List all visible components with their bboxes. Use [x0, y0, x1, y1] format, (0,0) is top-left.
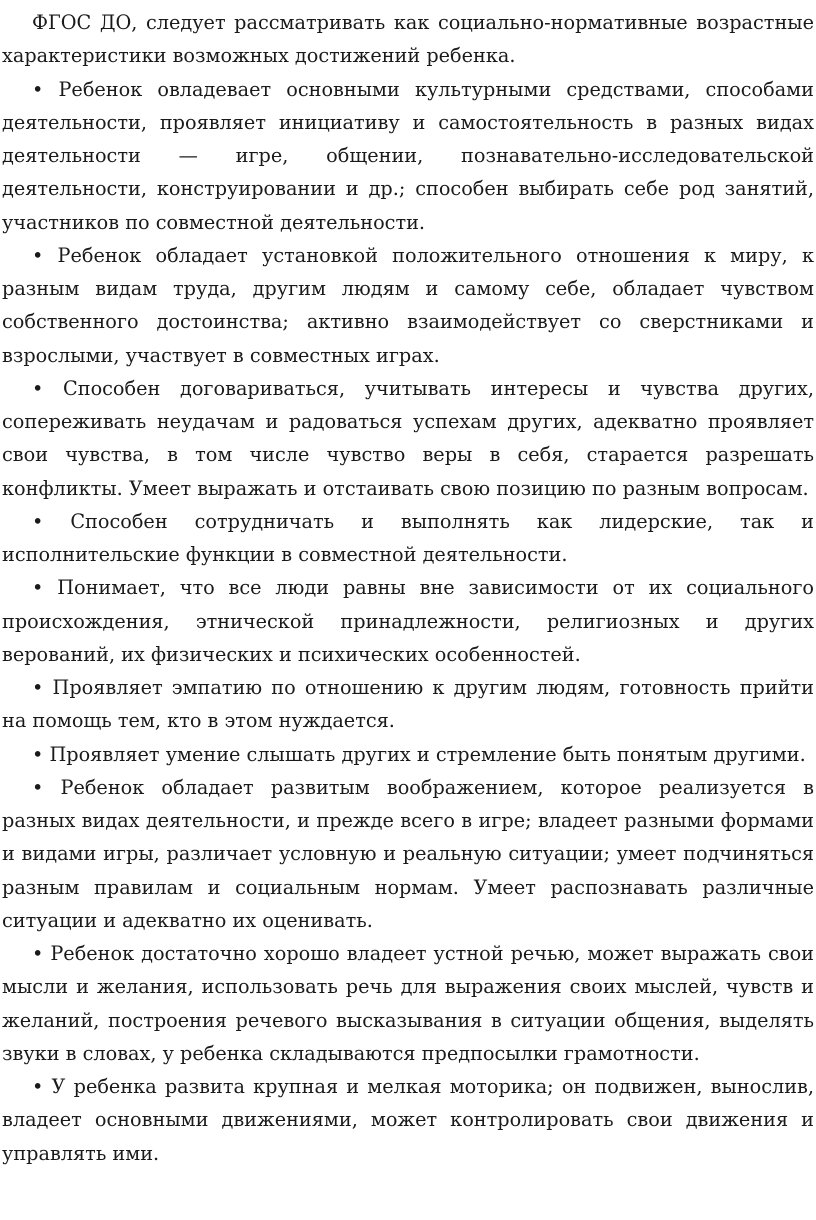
- bullet-paragraph-motor-skills: • У ребенка развита крупная и мелкая моторика; он подвижен, вынослив, владеет основными движениями, может контролировать свои движения и управлять ими.: [2, 1075, 814, 1165]
- bullet-paragraph-negotiation: • Способен договариваться, учитывать интересы и чувства других, сопереживать неудачам и радоваться успехам других, адекватно проявляет свои чувства, в том числе чувство веры в себя, старается разрешать конфликты. Умеет выражать и отстаивать свою позицию по разным вопросам.: [2, 376, 814, 500]
- bullet-paragraph-imagination: • Ребенок обладает развитым воображением, которое реализуется в разных видах деятельности, и прежде всего в игре; владеет разными формами и видами игры, различает условную и реальную ситуации; умеет подчиняться разным правилам и социальным нормам. Умеет распознавать различные ситуации и адекватно их оценивать.: [2, 775, 814, 932]
- bullet-paragraph-listening: • Проявляет умение слышать других и стремление быть понятым другими.: [32, 742, 806, 766]
- bullet-paragraph-cultural-means: • Ребенок овладевает основными культурными средствами, способами деятельности, проявляет инициативу и самостоятельность в разных видах деятельности — игре, общении, познавательно-исследовательской деятельности, конструировании и др.; способен выбирать себе род занятий, участников по совместной деятельности.: [2, 77, 814, 234]
- bullet-paragraph-speech: • Ребенок достаточно хорошо владеет устной речью, может выражать свои мысли и желания, использовать речь для выражения своих мыслей, чувств и желаний, построения речевого высказывания в ситуации общения, выделять звуки в словах, у ребенка складываются предпосылки грамотности.: [2, 942, 814, 1065]
- bullet-paragraph-empathy: • Проявляет эмпатию по отношению к другим людям, готовность прийти на помощь тем, кто в этом нуждается.: [2, 676, 814, 733]
- paragraph-intro: ФГОС ДО, следует рассматривать как социально-нормативные возрастные характеристики возможных достижений ребенка.: [2, 11, 814, 68]
- bullet-paragraph-cooperation: • Способен сотрудничать и выполнять как лидерские, так и исполнительские функции в совместной деятельности.: [2, 509, 814, 566]
- bullet-paragraph-equality: • Понимает, что все люди равны вне зависимости от их социального происхождения, этнической принадлежности, религиозных и других верований, их физических и психических особенностей.: [2, 576, 814, 666]
- bullet-paragraph-positive-attitude: • Ребенок обладает установкой положительного отношения к миру, к разным видам труда, другим людям и самому себе, обладает чувством собственного достоинства; активно взаимодействует со сверстниками и взрослыми, участвует в совместных играх.: [2, 243, 814, 367]
